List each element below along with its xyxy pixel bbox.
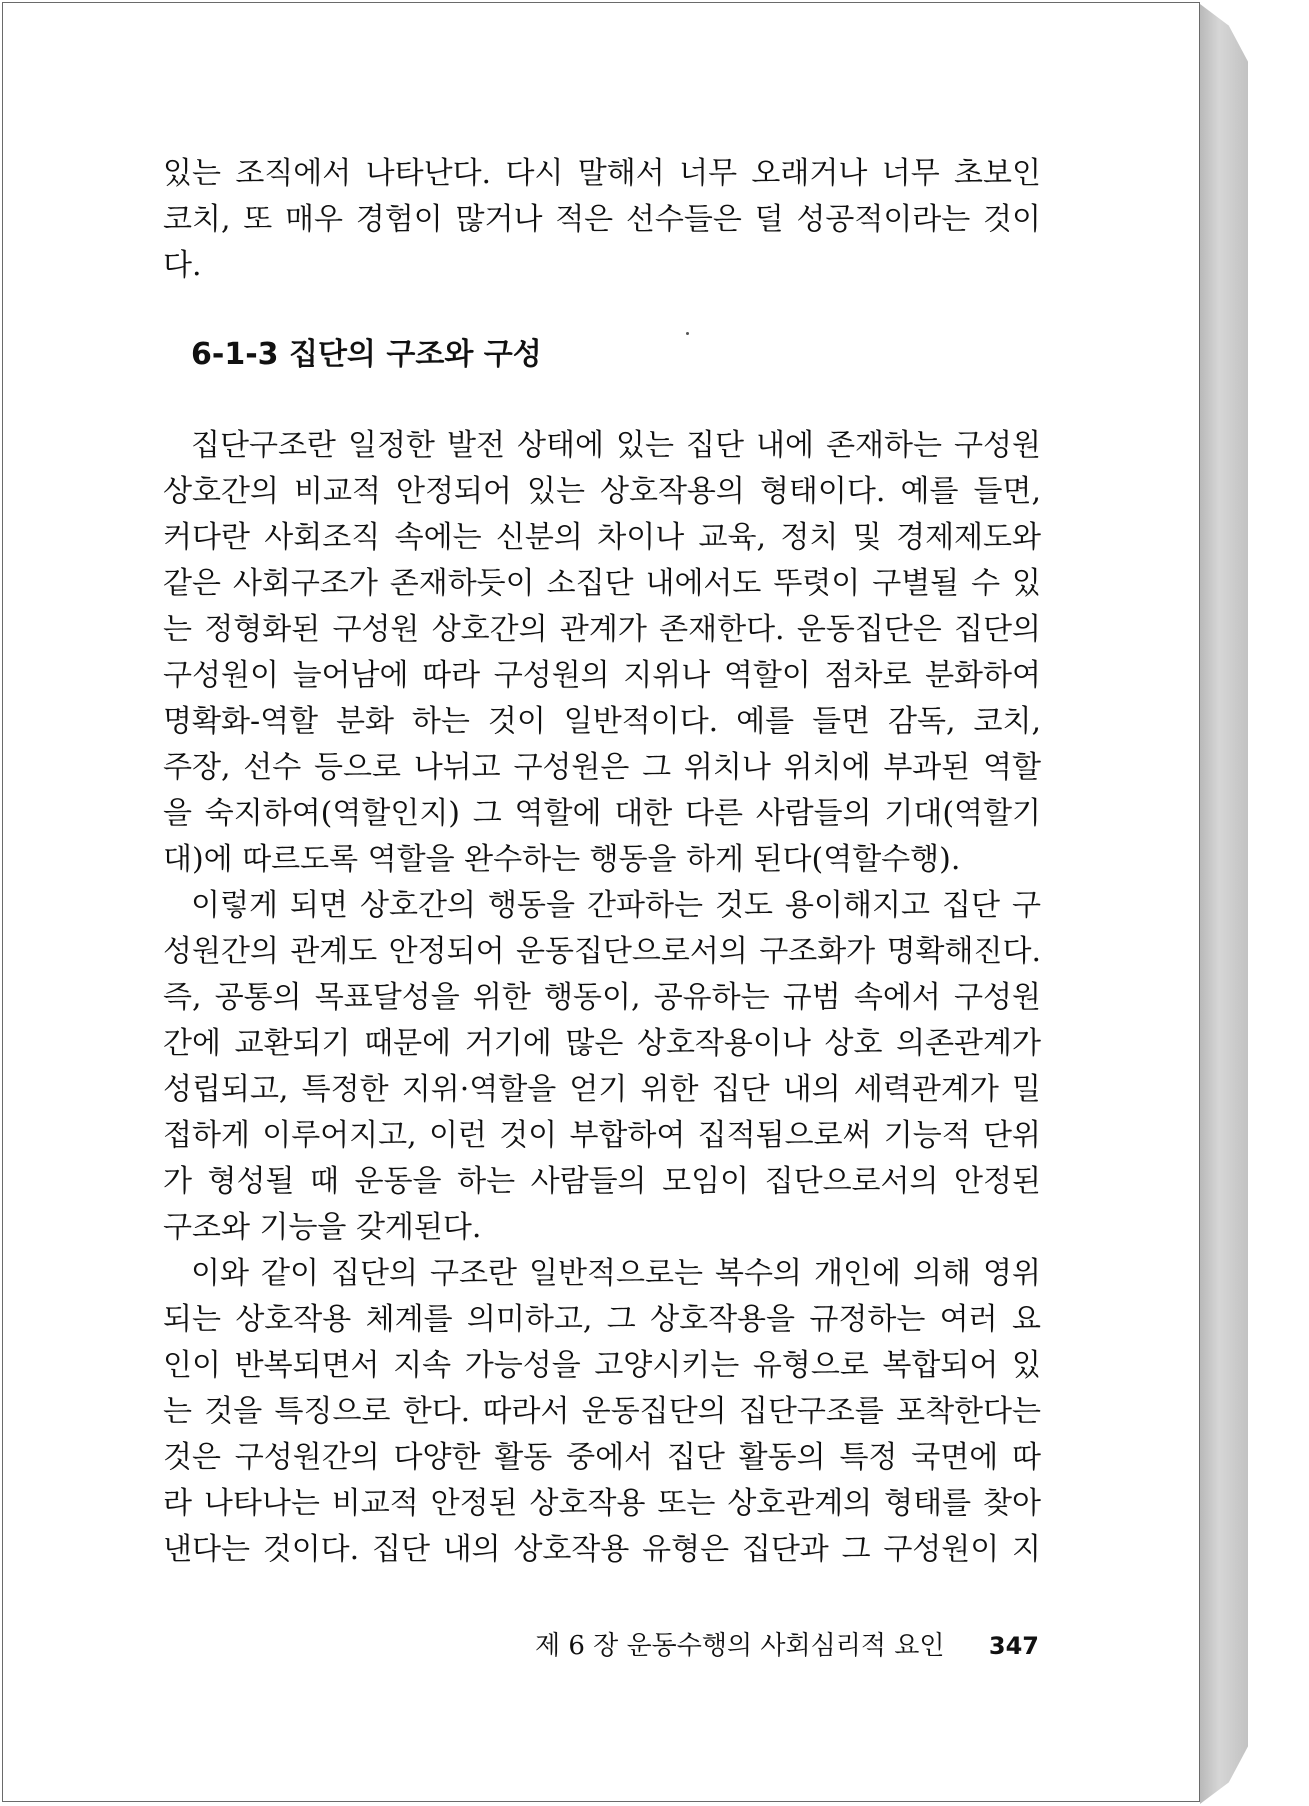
- chapter-title: 제 6 장 운동수행의 사회심리적 요인: [535, 1631, 945, 1661]
- text-line: 는 것을 특징으로 한다. 따라서 운동집단의 집단구조를 포착한다는: [163, 1394, 1041, 1429]
- scan-speck: [686, 332, 689, 335]
- text-line: 가 형성될 때 운동을 하는 사람들의 모임이 집단으로서의 안정된: [163, 1164, 1041, 1199]
- text-line: 있는 조직에서 나타난다. 다시 말해서 너무 오래거나 너무 초보인: [163, 156, 1041, 191]
- page-edge-shadow: [1200, 4, 1248, 1804]
- book-page: [2, 2, 1200, 1802]
- text-line: 다.: [163, 248, 202, 283]
- text-line: 는 정형화된 구성원 상호간의 관계가 존재한다. 운동집단은 집단의: [163, 612, 1041, 647]
- text-line: 라 나타나는 비교적 안정된 상호작용 또는 상호관계의 형태를 찾아: [163, 1486, 1041, 1521]
- text-line: 성원간의 관계도 안정되어 운동집단으로서의 구조화가 명확해진다.: [163, 934, 1041, 969]
- text-line: 구성원이 늘어남에 따라 구성원의 지위나 역할이 점차로 분화하여: [163, 658, 1041, 693]
- intro-paragraph: [163, 151, 1041, 289]
- text-line: 인이 반복되면서 지속 가능성을 고양시키는 유형으로 복합되어 있: [163, 1348, 1041, 1383]
- text-line: 같은 사회구조가 존재하듯이 소집단 내에서도 뚜렷이 구별될 수 있: [163, 566, 1041, 601]
- text-line: 대)에 따르도록 역할을 완수하는 행동을 하게 된다(역할수행).: [163, 842, 961, 877]
- text-line: 낸다는 것이다. 집단 내의 상호작용 유형은 집단과 그 구성원이 지: [163, 1532, 1041, 1567]
- text-line: 을 숙지하여(역할인지) 그 역할에 대한 다른 사람들의 기대(역할기: [163, 796, 1041, 831]
- text-line: 되는 상호작용 체계를 의미하고, 그 상호작용을 규정하는 여러 요: [163, 1302, 1041, 1337]
- body-text: [163, 423, 1041, 1573]
- text-line: 접하게 이루어지고, 이런 것이 부합하여 집적됨으로써 기능적 단위: [163, 1118, 1041, 1153]
- text-line: 주장, 선수 등으로 나뉘고 구성원은 그 위치나 위치에 부과된 역할: [163, 750, 1041, 785]
- text-line: 명확화-역할 분화 하는 것이 일반적이다. 예를 들면 감독, 코치,: [163, 704, 1041, 739]
- text-line: 이렇게 되면 상호간의 행동을 간파하는 것도 용이해지고 집단 구: [191, 888, 1041, 923]
- text-line: 상호간의 비교적 안정되어 있는 상호작용의 형태이다. 예를 들면,: [163, 474, 1041, 509]
- text-line: 간에 교환되기 때문에 거기에 많은 상호작용이나 상호 의존관계가: [163, 1026, 1041, 1061]
- text-line: 성립되고, 특정한 지위·역할을 얻기 위한 집단 내의 세력관계가 밀: [163, 1072, 1041, 1107]
- section-heading: 6-1-3 집단의 구조와 구성: [191, 337, 542, 372]
- text-line: 커다란 사회조직 속에는 신분의 차이나 교육, 정치 및 경제제도와: [163, 520, 1041, 555]
- text-line: 즉, 공통의 목표달성을 위한 행동이, 공유하는 규범 속에서 구성원: [163, 980, 1041, 1015]
- text-line: 것은 구성원간의 다양한 활동 중에서 집단 활동의 특정 국면에 따: [163, 1440, 1041, 1475]
- page-number: 347: [988, 1632, 1039, 1660]
- page-footer: [535, 1625, 1039, 1662]
- text-line: 이와 같이 집단의 구조란 일반적으로는 복수의 개인에 의해 영위: [191, 1256, 1041, 1291]
- text-line: 코치, 또 매우 경험이 많거나 적은 선수들은 덜 성공적이라는 것이: [163, 202, 1041, 237]
- text-line: 구조와 기능을 갖게된다.: [163, 1210, 482, 1245]
- text-line: 집단구조란 일정한 발전 상태에 있는 집단 내에 존재하는 구성원: [191, 428, 1041, 463]
